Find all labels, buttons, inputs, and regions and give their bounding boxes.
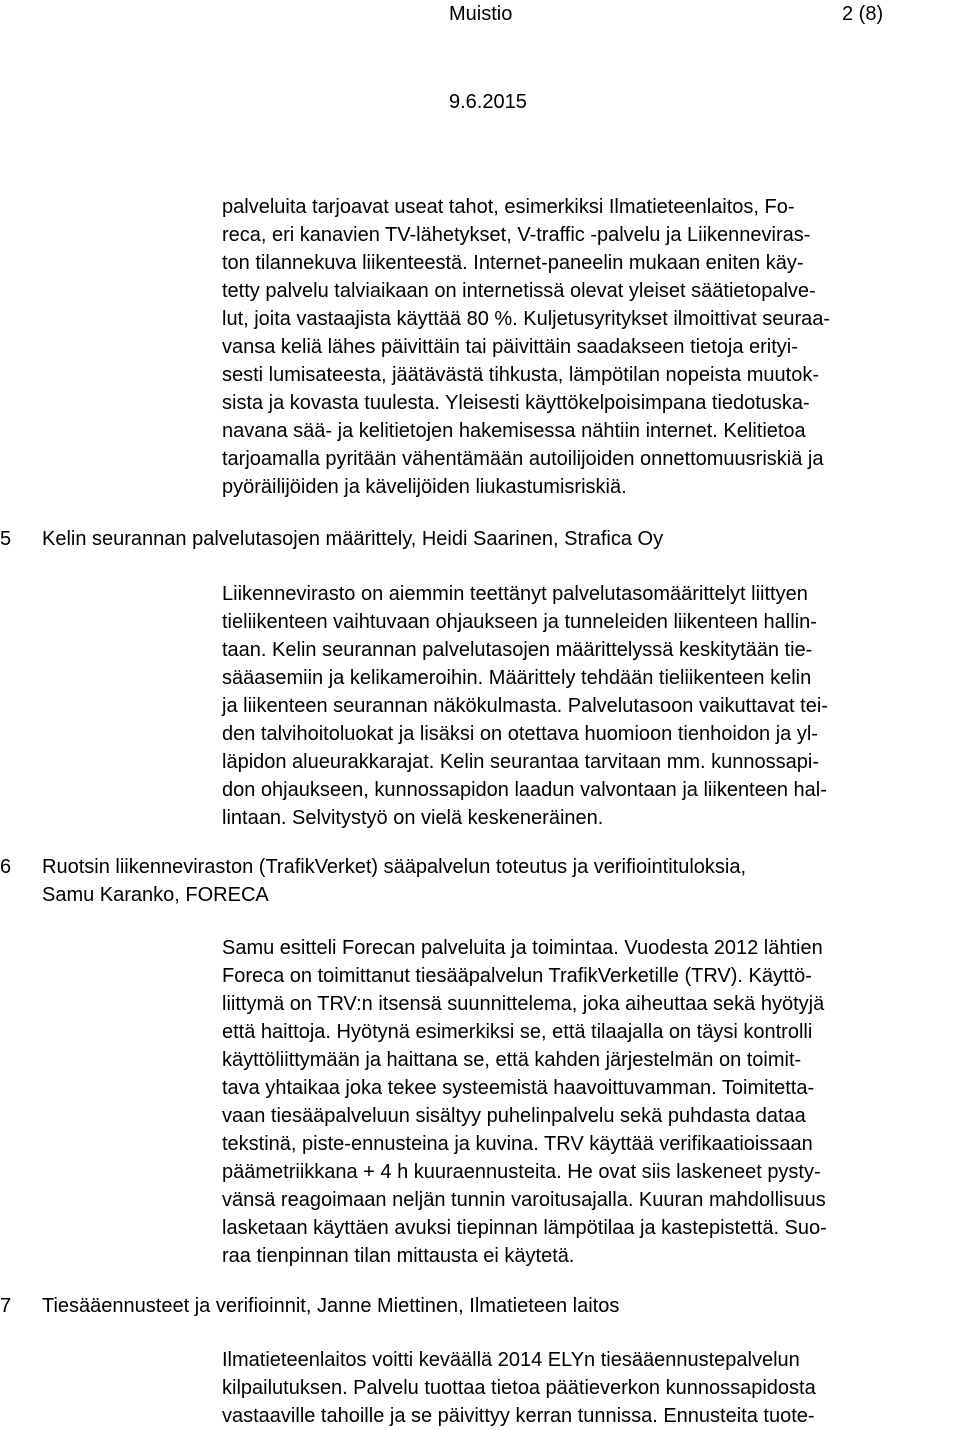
text-line: päämetriikkana + 4 h kuuraennusteita. He ovat siis laskeneet pysty- [222, 1161, 821, 1183]
section-title-continued: Samu Karanko, FORECA [42, 884, 269, 906]
text-line: sesti lumisateesta, jäätävästä tihkusta, lämpötilan nopeista muutok- [222, 364, 819, 386]
document-title: Muistio [449, 3, 513, 25]
text-line: vastaaville tahoille ja se päivittyy kerran tunnissa. Ennusteita tuote- [222, 1405, 815, 1427]
section-title: Tiesääennusteet ja verifioinnit, Janne Miettinen, Ilmatieteen laitos [42, 1295, 620, 1317]
intro-paragraph [222, 193, 830, 501]
text-line: Liikennevirasto on aiemmin teettänyt palvelutasomäärittelyt liittyen [222, 583, 808, 605]
section-heading-6 [0, 853, 746, 909]
text-line: sista ja kovasta tuulesta. Yleisesti käyttökelpoisimpana tiedotuska- [222, 392, 810, 414]
text-line: Foreca on toimittanut tiesääpalvelun TrafikVerketille (TRV). Käyttö- [222, 965, 812, 987]
text-line: ja liikenteen seurannan näkökulmasta. Palvelutasoon vaikuttavat tei- [222, 695, 828, 717]
text-line: lut, joita vastaajista käyttää 80 %. Kuljetusyritykset ilmoittivat seuraa- [222, 308, 831, 330]
text-line: don ohjaukseen, kunnossapidon laadun valvontaan ja liikenteen hal- [222, 779, 827, 801]
text-line: Samu esitteli Forecan palveluita ja toimintaa. Vuodesta 2012 lähtien [222, 937, 823, 959]
text-line: tekstinä, piste-ennusteina ja kuvina. TRV käyttää verifikaatioissaan [222, 1133, 813, 1155]
text-line: Ilmatieteenlaitos voitti keväällä 2014 ELYn tiesääennustepalvelun [222, 1349, 800, 1371]
text-line: lasketaan käyttäen avuksi tiepinnan lämpötilaa ja kastepistettä. Suo- [222, 1217, 827, 1239]
text-line: palveluita tarjoavat useat tahot, esimerkiksi Ilmatieteenlaitos, Fo- [222, 196, 795, 218]
text-line: lintaan. Selvitystyö on vielä keskeneräinen. [222, 807, 604, 829]
section-body-5 [222, 580, 828, 832]
text-line: taan. Kelin seurannan palvelutasojen määrittelyssä keskitytään tie- [222, 639, 813, 661]
text-line: den talvihoitoluokat ja lisäksi on otettava huomioon tienhoidon ja yl- [222, 723, 818, 745]
text-line: tava yhtaikaa joka tekee systeemistä haavoittuvamman. Toimitetta- [222, 1077, 815, 1099]
section-number: 5 [0, 528, 12, 550]
text-line: pyöräilijöiden ja kävelijöiden liukastumisriskiä. [222, 476, 627, 498]
text-line: vaan tiesääpalveluun sisältyy puhelinpalvelu sekä puhdasta dataa [222, 1105, 806, 1127]
section-number: 7 [0, 1295, 12, 1317]
text-line: läpidon alueurakkarajat. Kelin seurantaa tarvitaan mm. kunnossapi- [222, 751, 820, 773]
section-title: Ruotsin liikenneviraston (TrafikVerket) sääpalvelun toteutus ja verifiointituloksia, [42, 856, 747, 878]
section-heading-5 [0, 525, 663, 553]
text-line: että haittoja. Hyötynä esimerkiksi se, että tilaajalla on täysi kontrolli [222, 1021, 813, 1043]
text-line: reca, eri kanavien TV-lähetykset, V-traffic -palvelu ja Liikenneviras- [222, 224, 811, 246]
section-title: Kelin seurannan palvelutasojen määrittely, Heidi Saarinen, Strafica Oy [42, 528, 664, 550]
text-line: liittymä on TRV:n itsensä suunnittelema, joka aiheuttaa sekä hyötyjä [222, 993, 825, 1015]
text-line: vänsä reagoimaan neljän tunnin varoitusajalla. Kuuran mahdollisuus [222, 1189, 826, 1211]
text-line: tetty palvelu talviaikaan on internetissä olevat yleiset säätietopalve- [222, 280, 816, 302]
section-body-6 [222, 934, 827, 1270]
text-line: ton tilannekuva liikenteestä. Internet-paneelin mukaan eniten käy- [222, 252, 804, 274]
page-number: 2 (8) [842, 3, 884, 25]
section-body-7 [222, 1346, 816, 1430]
text-line: käyttöliittymään ja haittana se, että kahden järjestelmän on toimit- [222, 1049, 802, 1071]
text-line: tieliikenteen vaihtuvaan ohjaukseen ja tunneleiden liikenteen hallin- [222, 611, 817, 633]
text-line: sääasemiin ja kelikameroihin. Määrittely tehdään tieliikenteen kelin [222, 667, 812, 689]
text-line: vansa keliä lähes päivittäin tai päivittäin saadakseen tietoja erityi- [222, 336, 798, 358]
section-number: 6 [0, 856, 12, 878]
text-line: navana sää- ja kelitietojen hakemisessa nähtiin internet. Kelitietoa [222, 420, 806, 442]
text-line: tarjoamalla pyritään vähentämään autoilijoiden onnettomuusriskiä ja [222, 448, 824, 470]
section-heading-7 [0, 1292, 619, 1320]
text-line: raa tienpinnan tilan mittausta ei käytetä. [222, 1245, 575, 1267]
text-line: kilpailutuksen. Palvelu tuottaa tietoa päätieverkon kunnossapidosta [222, 1377, 816, 1399]
document-date: 9.6.2015 [449, 91, 527, 113]
